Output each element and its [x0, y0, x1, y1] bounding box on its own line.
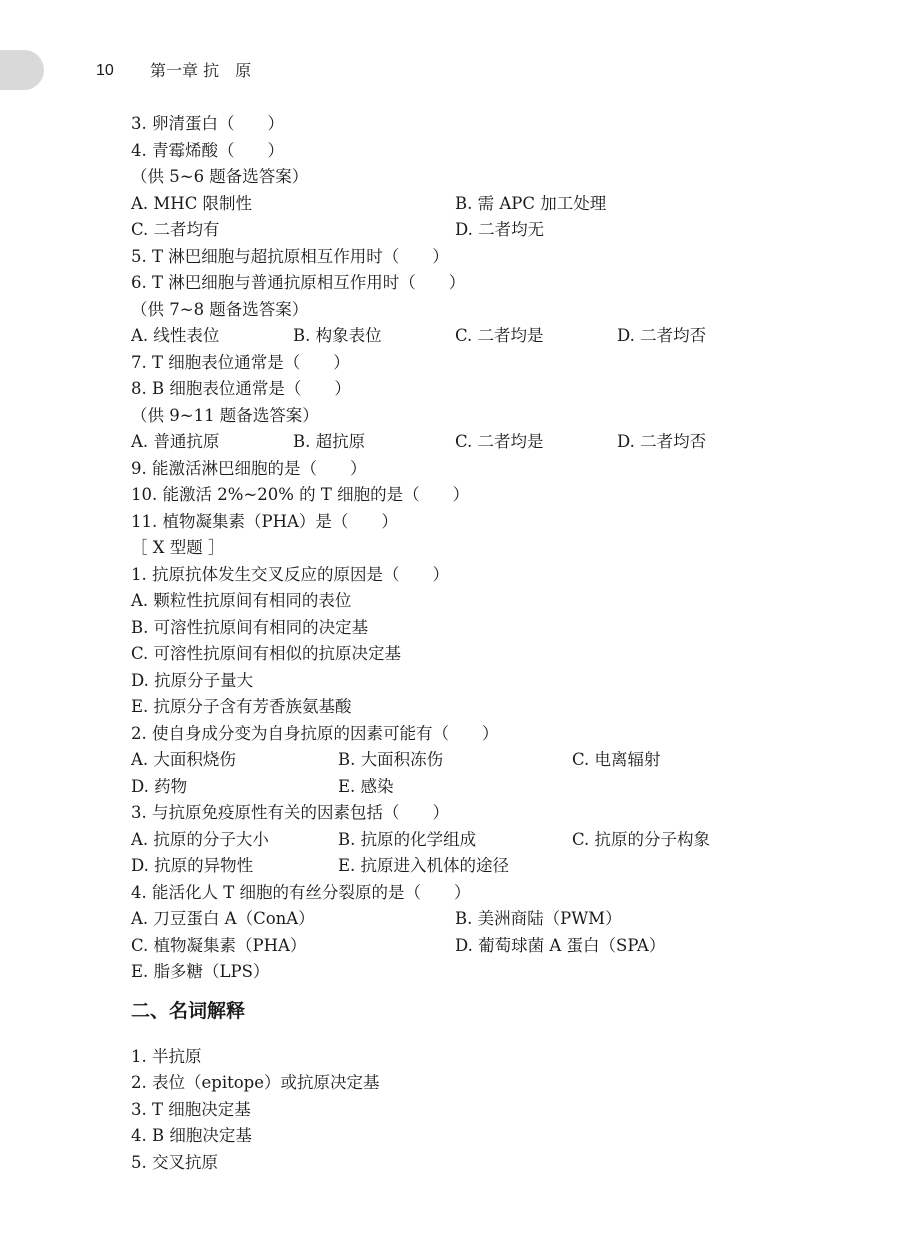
answer-option: B. 构象表位 — [293, 326, 382, 345]
option-row — [131, 853, 831, 880]
answer-option: D. 葡萄球菌 A 蛋白（SPA） — [455, 935, 666, 955]
answer-option: C. 二者均有 — [131, 220, 220, 239]
text-line: 5. 交叉抗原 — [131, 1152, 218, 1172]
section-heading: 二、名词解释 — [131, 999, 246, 1022]
option-row — [131, 827, 831, 854]
option-row — [131, 323, 831, 350]
answer-option: E. 感染 — [338, 776, 394, 796]
text-line: 3. T 细胞决定基 — [131, 1099, 251, 1119]
text-line: E. 脂多糖（LPS） — [131, 962, 270, 981]
question-content — [131, 111, 831, 1176]
page-edge-tab — [0, 50, 44, 90]
answer-option: B. 美洲商陆（PWM） — [455, 909, 622, 928]
text-line: 2. 使自身成分变为自身抗原的因素可能有（ ） — [131, 723, 499, 743]
answer-option: D. 二者均无 — [455, 220, 545, 239]
text-line: 7. T 细胞表位通常是（ ） — [131, 352, 350, 372]
answer-option: A. 线性表位 — [131, 326, 220, 345]
answer-option: A. 普通抗原 — [131, 432, 220, 451]
text-line: 6. T 淋巴细胞与普通抗原相互作用时（ ） — [131, 273, 466, 292]
text-line: ［ X 型题 ］ — [131, 538, 225, 557]
text-line: 9. 能激活淋巴细胞的是（ ） — [131, 458, 367, 478]
answer-option: D. 二者均否 — [617, 326, 707, 345]
chapter-title: 第一章 抗 原 — [150, 61, 252, 80]
text-line: 4. B 细胞决定基 — [131, 1126, 252, 1145]
answer-option: D. 药物 — [131, 776, 188, 796]
answer-option: A. 刀豆蛋白 A（ConA） — [131, 909, 315, 928]
text-line: A. 颗粒性抗原间有相同的表位 — [131, 591, 352, 610]
answer-option: A. 抗原的分子大小 — [131, 829, 269, 849]
text-line: 4. 能活化人 T 细胞的有丝分裂原的是（ ） — [131, 882, 471, 902]
text-line: 10. 能激活 2%~20% 的 T 细胞的是（ ） — [131, 485, 470, 504]
text-line: 2. 表位（epitope）或抗原决定基 — [131, 1073, 380, 1092]
text-line: 1. 半抗原 — [131, 1046, 202, 1066]
answer-option: A. 大面积烧伤 — [131, 750, 236, 769]
answer-option: C. 电离辐射 — [572, 750, 661, 769]
text-line: D. 抗原分子量大 — [131, 670, 254, 690]
option-row — [131, 933, 831, 960]
text-line: 5. T 淋巴细胞与超抗原相互作用时（ ） — [131, 246, 449, 266]
option-row — [131, 774, 831, 801]
text-line: 3. 与抗原免疫原性有关的因素包括（ ） — [131, 803, 449, 822]
option-row — [131, 906, 831, 933]
answer-option: D. 二者均否 — [617, 432, 707, 451]
text-line: （供 5~6 题备选答案） — [131, 167, 309, 186]
text-line: B. 可溶性抗原间有相同的决定基 — [131, 617, 369, 637]
text-line: 1. 抗原抗体发生交叉反应的原因是（ ） — [131, 564, 449, 584]
answer-option: E. 抗原进入机体的途径 — [338, 856, 510, 875]
text-line: C. 可溶性抗原间有相似的抗原决定基 — [131, 644, 402, 663]
answer-option: B. 超抗原 — [293, 432, 366, 451]
option-row — [131, 429, 831, 456]
text-line: （供 7~8 题备选答案） — [131, 299, 309, 319]
answer-option: C. 二者均是 — [455, 432, 544, 451]
text-line: 3. 卵清蛋白（ ） — [131, 114, 284, 133]
text-line: 4. 青霉烯酸（ ） — [131, 140, 284, 160]
answer-option: B. 需 APC 加工处理 — [455, 193, 607, 213]
text-line: 11. 植物凝集素（PHA）是（ ） — [131, 511, 398, 531]
option-row — [131, 217, 831, 244]
text-line: 8. B 细胞表位通常是（ ） — [131, 379, 351, 398]
answer-option: B. 抗原的化学组成 — [338, 829, 477, 849]
text-line: E. 抗原分子含有芳香族氨基酸 — [131, 697, 352, 716]
answer-option: C. 二者均是 — [455, 326, 544, 345]
answer-option: A. MHC 限制性 — [131, 193, 253, 213]
page-number: 10 — [96, 62, 114, 79]
answer-option: B. 大面积冻伤 — [338, 750, 444, 769]
answer-option: C. 抗原的分子构象 — [572, 829, 711, 849]
text-line: （供 9~11 题备选答案） — [131, 405, 319, 425]
answer-option: D. 抗原的异物性 — [131, 856, 254, 875]
option-row — [131, 191, 831, 218]
option-row — [131, 747, 831, 774]
answer-option: C. 植物凝集素（PHA） — [131, 935, 307, 955]
